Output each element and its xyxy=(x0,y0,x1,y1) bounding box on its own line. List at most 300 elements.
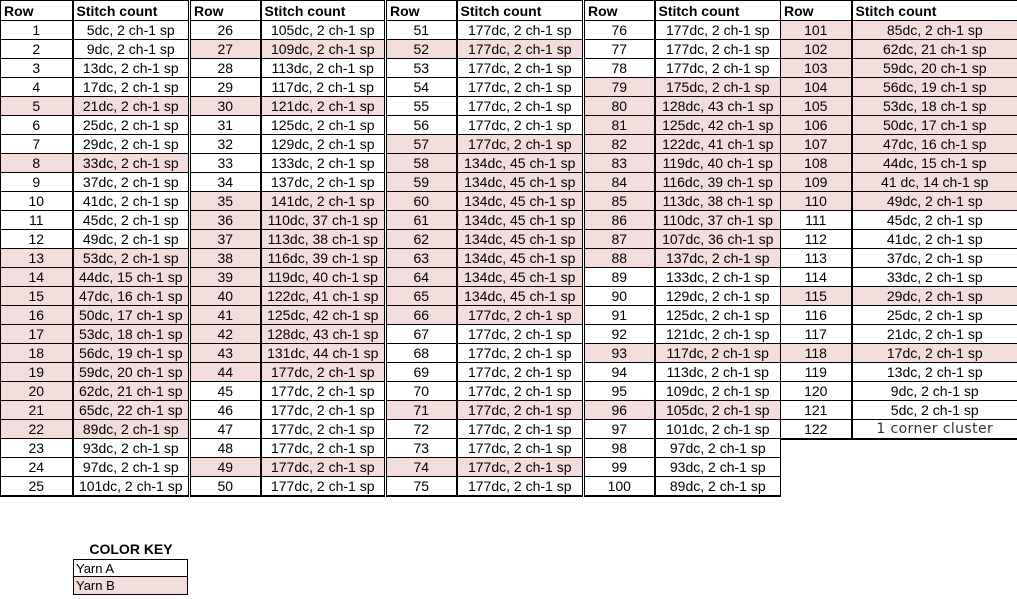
row-number: 118 xyxy=(781,344,852,363)
stitch-count: 17dc, 2 ch-1 sp xyxy=(73,78,189,97)
stitch-count: 116dc, 39 ch-1 sp xyxy=(655,173,781,192)
row-number: 58 xyxy=(387,154,457,173)
stitch-count: 21dc, 2 ch-1 sp xyxy=(852,325,1017,344)
table-row xyxy=(387,135,583,154)
row-number: 117 xyxy=(781,325,852,344)
table-row xyxy=(781,21,1017,40)
column-header-row: Row xyxy=(585,1,655,21)
table-row xyxy=(191,325,385,344)
column-header-stitch-count: Stitch count xyxy=(261,1,385,21)
stitch-count: 65dc, 22 ch-1 sp xyxy=(73,401,189,420)
stitch-count: 44dc, 15 ch-1 sp xyxy=(73,268,189,287)
table-row xyxy=(387,306,583,325)
stitch-count: 110dc, 37 ch-1 sp xyxy=(655,211,781,230)
row-number: 37 xyxy=(191,230,261,249)
row-number: 96 xyxy=(585,401,655,420)
row-number: 100 xyxy=(585,477,655,497)
stitch-count: 45dc, 2 ch-1 sp xyxy=(73,211,189,230)
table-row xyxy=(585,116,781,135)
table-row xyxy=(1,78,189,97)
table-row xyxy=(1,154,189,173)
row-number: 52 xyxy=(387,40,457,59)
stitch-count: 117dc, 2 ch-1 sp xyxy=(261,78,385,97)
stitch-count: 122dc, 41 ch-1 sp xyxy=(655,135,781,154)
stitch-count: 37dc, 2 ch-1 sp xyxy=(852,249,1017,268)
row-number: 60 xyxy=(387,192,457,211)
stitch-count: 129dc, 2 ch-1 sp xyxy=(261,135,385,154)
stitch-count: 177dc, 2 ch-1 sp xyxy=(457,78,583,97)
table-row xyxy=(1,363,189,382)
row-number: 24 xyxy=(1,458,73,477)
table-row xyxy=(781,154,1017,173)
table-row xyxy=(1,439,189,458)
table-row xyxy=(191,306,385,325)
row-number: 5 xyxy=(1,97,73,116)
table-row xyxy=(1,59,189,78)
row-number: 35 xyxy=(191,192,261,211)
table-row xyxy=(781,173,1017,192)
stitch-count: 117dc, 2 ch-1 sp xyxy=(655,344,781,363)
row-number: 67 xyxy=(387,325,457,344)
table-row xyxy=(585,420,781,439)
row-number: 38 xyxy=(191,249,261,268)
stitch-count: 137dc, 2 ch-1 sp xyxy=(261,173,385,192)
row-number: 46 xyxy=(191,401,261,420)
row-number: 57 xyxy=(387,135,457,154)
table-row xyxy=(781,78,1017,97)
stitch-count: 177dc, 2 ch-1 sp xyxy=(655,21,781,40)
stitch-count: 134dc, 45 ch-1 sp xyxy=(457,287,583,306)
table-row xyxy=(1,382,189,401)
stitch-count: 177dc, 2 ch-1 sp xyxy=(457,401,583,420)
row-number: 84 xyxy=(585,173,655,192)
row-number: 50 xyxy=(191,477,261,497)
row-number: 71 xyxy=(387,401,457,420)
row-number: 28 xyxy=(191,59,261,78)
stitch-count: 121dc, 2 ch-1 sp xyxy=(655,325,781,344)
stitch-count: 50dc, 17 ch-1 sp xyxy=(73,306,189,325)
stitch-count: 119dc, 40 ch-1 sp xyxy=(261,268,385,287)
table-row xyxy=(387,382,583,401)
table-row xyxy=(585,211,781,230)
stitch-count: 13dc, 2 ch-1 sp xyxy=(73,59,189,78)
row-number: 36 xyxy=(191,211,261,230)
row-number: 41 xyxy=(191,306,261,325)
row-number: 93 xyxy=(585,344,655,363)
stitch-count: 1 corner cluster xyxy=(852,420,1017,440)
stitch-count: 113dc, 2 ch-1 sp xyxy=(261,59,385,78)
row-number: 116 xyxy=(781,306,852,325)
row-number: 105 xyxy=(781,97,852,116)
column-header-stitch-count: Stitch count xyxy=(852,1,1017,21)
table-row xyxy=(1,21,189,40)
stitch-count: 125dc, 2 ch-1 sp xyxy=(655,306,781,325)
stitch-count: 134dc, 45 ch-1 sp xyxy=(457,230,583,249)
table-row xyxy=(585,306,781,325)
table-row xyxy=(781,135,1017,154)
stitch-count: 177dc, 2 ch-1 sp xyxy=(457,306,583,325)
row-number: 53 xyxy=(387,59,457,78)
table-row xyxy=(387,439,583,458)
stitch-count: 89dc, 2 ch-1 sp xyxy=(655,477,781,497)
row-number: 18 xyxy=(1,344,73,363)
table-row xyxy=(585,439,781,458)
stitch-count: 134dc, 45 ch-1 sp xyxy=(457,268,583,287)
stitch-count: 93dc, 2 ch-1 sp xyxy=(73,439,189,458)
table-row xyxy=(585,401,781,420)
stitch-count: 125dc, 42 ch-1 sp xyxy=(655,116,781,135)
stitch-count: 49dc, 2 ch-1 sp xyxy=(73,230,189,249)
table-row xyxy=(387,173,583,192)
row-number: 92 xyxy=(585,325,655,344)
table-row xyxy=(387,420,583,439)
table-row xyxy=(191,116,385,135)
row-number: 15 xyxy=(1,287,73,306)
stitch-count: 44dc, 15 ch-1 sp xyxy=(852,154,1017,173)
row-number: 87 xyxy=(585,230,655,249)
stitch-count: 53dc, 2 ch-1 sp xyxy=(73,249,189,268)
row-number: 10 xyxy=(1,192,73,211)
row-number: 99 xyxy=(585,458,655,477)
table-row xyxy=(585,230,781,249)
stitch-count: 128dc, 43 ch-1 sp xyxy=(655,97,781,116)
table-row xyxy=(781,363,1017,382)
stitch-count: 33dc, 2 ch-1 sp xyxy=(852,268,1017,287)
row-number: 95 xyxy=(585,382,655,401)
stitch-count: 62dc, 21 ch-1 sp xyxy=(852,40,1017,59)
table-row xyxy=(387,325,583,344)
stitch-count: 53dc, 18 ch-1 sp xyxy=(852,97,1017,116)
table-row xyxy=(387,344,583,363)
row-number: 20 xyxy=(1,382,73,401)
row-number: 119 xyxy=(781,363,852,382)
stitch-count: 25dc, 2 ch-1 sp xyxy=(73,116,189,135)
row-number: 44 xyxy=(191,363,261,382)
table-row xyxy=(387,230,583,249)
row-number: 17 xyxy=(1,325,73,344)
stitch-count: 97dc, 2 ch-1 sp xyxy=(655,439,781,458)
stitch-count: 101dc, 2 ch-1 sp xyxy=(655,420,781,439)
row-number: 106 xyxy=(781,116,852,135)
table-row xyxy=(191,135,385,154)
row-number: 4 xyxy=(1,78,73,97)
table-row xyxy=(191,59,385,78)
row-number: 3 xyxy=(1,59,73,78)
row-number: 47 xyxy=(191,420,261,439)
table-row xyxy=(1,287,189,306)
table-row xyxy=(191,287,385,306)
stitch-count: 41dc, 2 ch-1 sp xyxy=(852,230,1017,249)
table-row xyxy=(387,97,583,116)
stitch-count: 134dc, 45 ch-1 sp xyxy=(457,192,583,211)
row-number: 48 xyxy=(191,439,261,458)
row-panel-2 xyxy=(190,0,385,497)
row-number: 11 xyxy=(1,211,73,230)
table-row xyxy=(585,40,781,59)
table-row xyxy=(585,192,781,211)
stitch-count: 29dc, 2 ch-1 sp xyxy=(852,287,1017,306)
table-row xyxy=(1,173,189,192)
row-number: 30 xyxy=(191,97,261,116)
stitch-count: 125dc, 2 ch-1 sp xyxy=(261,116,385,135)
stitch-count: 53dc, 18 ch-1 sp xyxy=(73,325,189,344)
table-row xyxy=(781,211,1017,230)
table-row xyxy=(781,97,1017,116)
row-number: 66 xyxy=(387,306,457,325)
row-number: 121 xyxy=(781,401,852,420)
stitch-count: 121dc, 2 ch-1 sp xyxy=(261,97,385,116)
stitch-count: 33dc, 2 ch-1 sp xyxy=(73,154,189,173)
row-number: 8 xyxy=(1,154,73,173)
row-panel-3 xyxy=(386,0,583,497)
table-row xyxy=(387,401,583,420)
table-row xyxy=(1,97,189,116)
stitch-count: 97dc, 2 ch-1 sp xyxy=(73,458,189,477)
stitch-count: 113dc, 2 ch-1 sp xyxy=(655,363,781,382)
row-number: 1 xyxy=(1,21,73,40)
table-row xyxy=(781,306,1017,325)
row-number: 62 xyxy=(387,230,457,249)
stitch-count: 109dc, 2 ch-1 sp xyxy=(655,382,781,401)
stitch-count: 113dc, 38 ch-1 sp xyxy=(655,192,781,211)
column-header-row: Row xyxy=(191,1,261,21)
column-header-row: Row xyxy=(781,1,852,21)
stitch-count: 116dc, 39 ch-1 sp xyxy=(261,249,385,268)
row-number: 111 xyxy=(781,211,852,230)
table-row xyxy=(191,458,385,477)
stitch-count: 131dc, 44 ch-1 sp xyxy=(261,344,385,363)
row-number: 97 xyxy=(585,420,655,439)
stitch-count: 101dc, 2 ch-1 sp xyxy=(73,477,189,497)
stitch-count: 89dc, 2 ch-1 sp xyxy=(73,420,189,439)
table-row xyxy=(1,249,189,268)
stitch-count: 177dc, 2 ch-1 sp xyxy=(457,59,583,78)
stitch-count: 137dc, 2 ch-1 sp xyxy=(655,249,781,268)
stitch-count: 177dc, 2 ch-1 sp xyxy=(457,420,583,439)
stitch-count: 177dc, 2 ch-1 sp xyxy=(261,363,385,382)
row-number: 89 xyxy=(585,268,655,287)
stitch-count: 177dc, 2 ch-1 sp xyxy=(261,420,385,439)
table-row xyxy=(781,230,1017,249)
stitch-count: 177dc, 2 ch-1 sp xyxy=(457,458,583,477)
stitch-count: 141dc, 2 ch-1 sp xyxy=(261,192,385,211)
table-row xyxy=(387,363,583,382)
stitch-count: 125dc, 42 ch-1 sp xyxy=(261,306,385,325)
table-row xyxy=(781,116,1017,135)
stitch-count: 93dc, 2 ch-1 sp xyxy=(655,458,781,477)
table-row xyxy=(781,325,1017,344)
stitch-count: 177dc, 2 ch-1 sp xyxy=(457,477,583,497)
stitch-count: 85dc, 2 ch-1 sp xyxy=(852,21,1017,40)
table-row xyxy=(387,40,583,59)
table-row xyxy=(387,458,583,477)
stitch-count: 17dc, 2 ch-1 sp xyxy=(852,344,1017,363)
stitch-count: 177dc, 2 ch-1 sp xyxy=(457,135,583,154)
table-row xyxy=(585,268,781,287)
row-number: 9 xyxy=(1,173,73,192)
row-number: 69 xyxy=(387,363,457,382)
color-key-yarn-a: Yarn A xyxy=(73,559,188,577)
row-number: 112 xyxy=(781,230,852,249)
table-row xyxy=(1,420,189,439)
row-number: 61 xyxy=(387,211,457,230)
table-row xyxy=(387,249,583,268)
table-row xyxy=(781,268,1017,287)
column-header-stitch-count: Stitch count xyxy=(73,1,189,21)
table-row xyxy=(585,363,781,382)
row-number: 13 xyxy=(1,249,73,268)
row-number: 51 xyxy=(387,21,457,40)
table-row xyxy=(191,230,385,249)
table-row xyxy=(387,78,583,97)
table-row xyxy=(1,211,189,230)
row-number: 78 xyxy=(585,59,655,78)
column-header-row: Row xyxy=(387,1,457,21)
stitch-count: 107dc, 36 ch-1 sp xyxy=(655,230,781,249)
stitch-count: 29dc, 2 ch-1 sp xyxy=(73,135,189,154)
row-number: 68 xyxy=(387,344,457,363)
stitch-count: 59dc, 20 ch-1 sp xyxy=(852,59,1017,78)
stitch-count: 56dc, 19 ch-1 sp xyxy=(852,78,1017,97)
row-number: 19 xyxy=(1,363,73,382)
stitch-count: 50dc, 17 ch-1 sp xyxy=(852,116,1017,135)
table-row xyxy=(191,439,385,458)
row-number: 80 xyxy=(585,97,655,116)
table-row xyxy=(191,97,385,116)
row-panel-5 xyxy=(780,0,1017,440)
table-row xyxy=(585,21,781,40)
row-number: 79 xyxy=(585,78,655,97)
stitch-count: 177dc, 2 ch-1 sp xyxy=(457,116,583,135)
stitch-count: 113dc, 38 ch-1 sp xyxy=(261,230,385,249)
table-row xyxy=(781,344,1017,363)
table-row xyxy=(585,477,781,497)
row-number: 26 xyxy=(191,21,261,40)
stitch-count: 122dc, 41 ch-1 sp xyxy=(261,287,385,306)
stitch-count: 177dc, 2 ch-1 sp xyxy=(261,477,385,497)
stitch-count: 177dc, 2 ch-1 sp xyxy=(261,439,385,458)
row-number: 98 xyxy=(585,439,655,458)
table-row xyxy=(387,154,583,173)
row-number: 83 xyxy=(585,154,655,173)
row-number: 75 xyxy=(387,477,457,497)
row-number: 122 xyxy=(781,420,852,440)
row-number: 23 xyxy=(1,439,73,458)
table-row xyxy=(781,192,1017,211)
row-number: 103 xyxy=(781,59,852,78)
table-row xyxy=(191,154,385,173)
table-row xyxy=(191,382,385,401)
row-number: 63 xyxy=(387,249,457,268)
row-number: 110 xyxy=(781,192,852,211)
table-row xyxy=(1,325,189,344)
table-row xyxy=(781,40,1017,59)
stitch-count: 9dc, 2 ch-1 sp xyxy=(852,382,1017,401)
row-panel-4 xyxy=(584,0,781,497)
stitch-count: 177dc, 2 ch-1 sp xyxy=(261,401,385,420)
table-row xyxy=(1,344,189,363)
stitch-count: 56dc, 19 ch-1 sp xyxy=(73,344,189,363)
row-number: 12 xyxy=(1,230,73,249)
table-row xyxy=(781,249,1017,268)
table-row xyxy=(191,363,385,382)
row-number: 56 xyxy=(387,116,457,135)
stitch-count: 41dc, 2 ch-1 sp xyxy=(73,192,189,211)
table-row xyxy=(1,458,189,477)
row-number: 120 xyxy=(781,382,852,401)
row-number: 72 xyxy=(387,420,457,439)
row-number: 7 xyxy=(1,135,73,154)
table-row xyxy=(585,287,781,306)
row-number: 73 xyxy=(387,439,457,458)
table-row xyxy=(1,116,189,135)
table-row xyxy=(191,344,385,363)
stitch-count: 177dc, 2 ch-1 sp xyxy=(457,382,583,401)
stitch-count: 105dc, 2 ch-1 sp xyxy=(261,21,385,40)
table-row xyxy=(1,477,189,497)
table-row xyxy=(781,59,1017,78)
table-row xyxy=(1,192,189,211)
table-row xyxy=(191,78,385,97)
stitch-count: 109dc, 2 ch-1 sp xyxy=(261,40,385,59)
stitch-count: 25dc, 2 ch-1 sp xyxy=(852,306,1017,325)
row-panel-1 xyxy=(0,0,189,497)
table-row xyxy=(1,40,189,59)
stitch-count: 13dc, 2 ch-1 sp xyxy=(852,363,1017,382)
stitch-count: 105dc, 2 ch-1 sp xyxy=(655,401,781,420)
stitch-count: 21dc, 2 ch-1 sp xyxy=(73,97,189,116)
row-number: 14 xyxy=(1,268,73,287)
table-row xyxy=(191,249,385,268)
table-row xyxy=(387,477,583,497)
row-number: 42 xyxy=(191,325,261,344)
row-number: 59 xyxy=(387,173,457,192)
table-row xyxy=(1,230,189,249)
row-number: 40 xyxy=(191,287,261,306)
table-row xyxy=(191,268,385,287)
stitch-count: 47dc, 16 ch-1 sp xyxy=(852,135,1017,154)
stitch-count: 177dc, 2 ch-1 sp xyxy=(655,59,781,78)
table-row xyxy=(191,40,385,59)
table-row xyxy=(585,173,781,192)
column-header-stitch-count: Stitch count xyxy=(655,1,781,21)
stitch-count: 177dc, 2 ch-1 sp xyxy=(261,458,385,477)
table-row xyxy=(191,211,385,230)
row-number: 31 xyxy=(191,116,261,135)
stitch-count: 5dc, 2 ch-1 sp xyxy=(852,401,1017,420)
stitch-count: 41 dc, 14 ch-1 sp xyxy=(852,173,1017,192)
stitch-count: 134dc, 45 ch-1 sp xyxy=(457,154,583,173)
table-row xyxy=(585,135,781,154)
row-number: 90 xyxy=(585,287,655,306)
row-number: 55 xyxy=(387,97,457,116)
stitch-count: 9dc, 2 ch-1 sp xyxy=(73,40,189,59)
stitch-count: 133dc, 2 ch-1 sp xyxy=(261,154,385,173)
stitch-count: 5dc, 2 ch-1 sp xyxy=(73,21,189,40)
table-row xyxy=(585,382,781,401)
row-number: 108 xyxy=(781,154,852,173)
stitch-count: 177dc, 2 ch-1 sp xyxy=(457,325,583,344)
table-row xyxy=(191,401,385,420)
stitch-count: 177dc, 2 ch-1 sp xyxy=(261,382,385,401)
stitch-count: 177dc, 2 ch-1 sp xyxy=(655,40,781,59)
column-header-row: Row xyxy=(1,1,73,21)
table-row xyxy=(387,268,583,287)
row-number: 43 xyxy=(191,344,261,363)
table-row xyxy=(585,78,781,97)
row-number: 65 xyxy=(387,287,457,306)
row-number: 85 xyxy=(585,192,655,211)
